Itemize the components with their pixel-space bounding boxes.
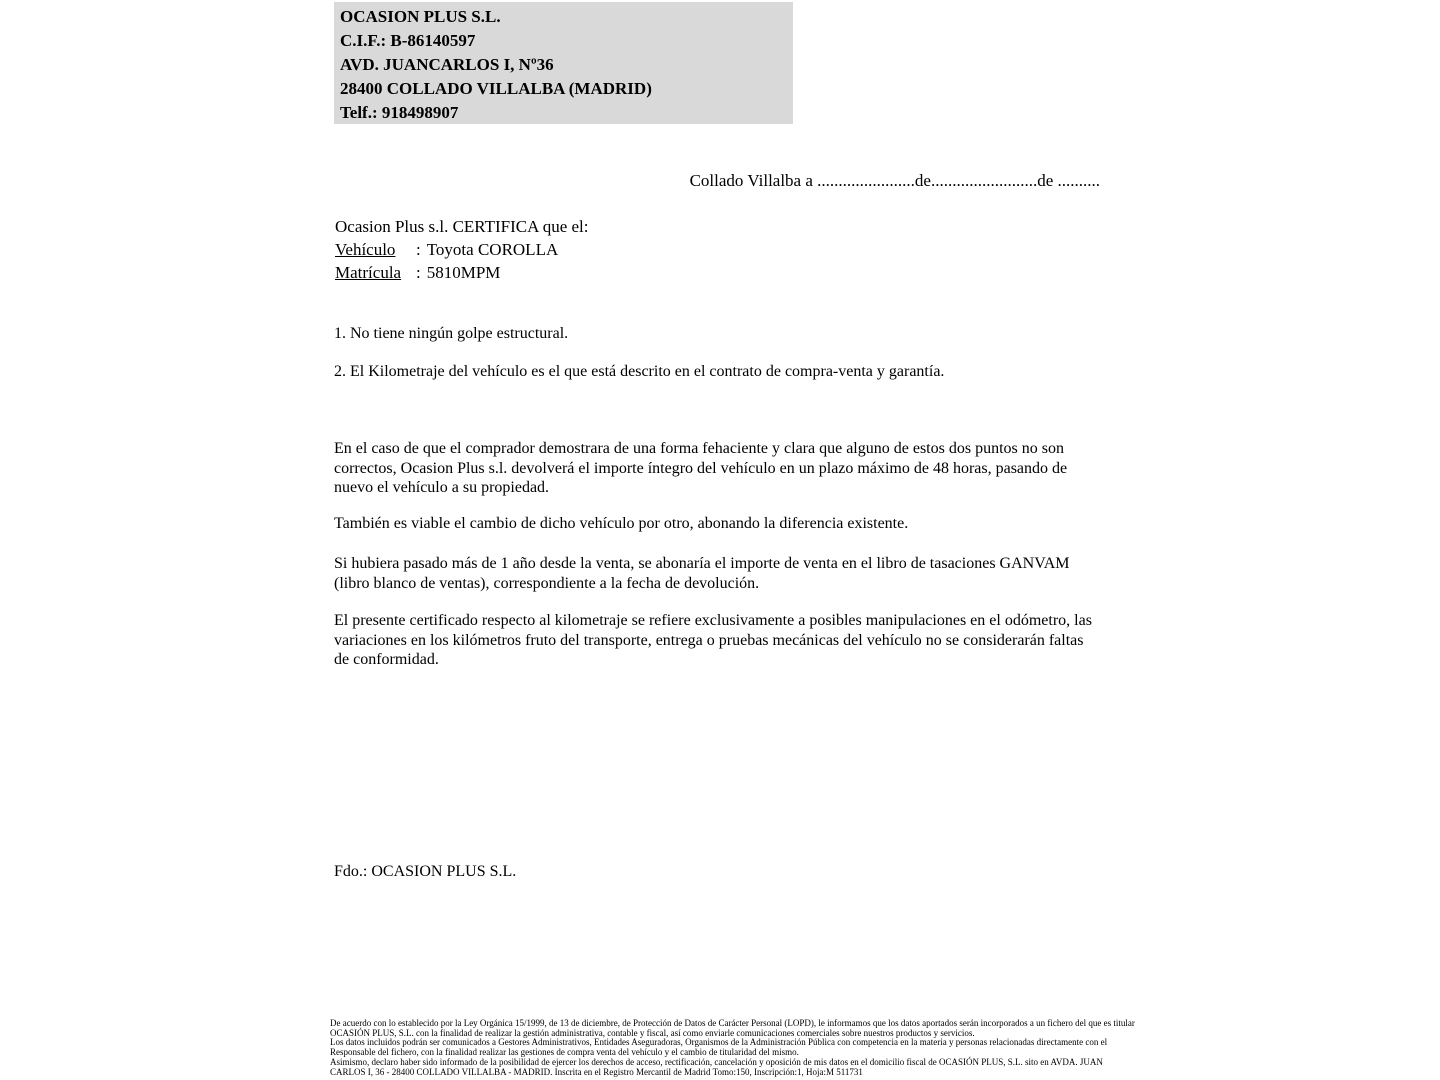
- vehicle-field: [335, 238, 589, 261]
- vehicle-separator: :: [416, 240, 421, 259]
- paragraph-refund: En el caso de que el comprador demostrara de una forma fehaciente y clara que alguno de estos dos puntos no son correctos, Ocasion Plus s.l. devolverá el importe íntegro del vehículo en un plazo máximo de 48 horas, pasando de nuevo el vehículo a su propiedad.: [334, 440, 1068, 496]
- plate-value: 5810MPM: [426, 263, 501, 282]
- plate-separator: :: [416, 263, 421, 282]
- footer-line-lopd-1: De acuerdo con lo establecido por la Ley Orgánica 15/1999, de 13 de diciembre, de Protección de Datos de Carácter Personal (LOPD), le informamos que los datos aportados serán incorporados a un fichero del que es titular: [330, 1018, 1135, 1028]
- company-header-box: [334, 2, 793, 124]
- vehicle-value: Toyota COROLLA: [426, 240, 559, 259]
- footer-line-rights-1: Asimismo, declaro haber sido informado de la posibilidad de ejercer los derechos de acceso, rectificación, cancelación y oposición de mis datos en el domicilio fiscal de OCASIÓN PLUS, S.L. sito en AVDA. JUAN: [330, 1056, 1103, 1067]
- paragraph-exchange: También es viable el cambio de dicho vehículo por otro, abonando la diferencia existente.: [334, 515, 909, 532]
- certification-block: [335, 215, 589, 284]
- statement-structural: 1. No tiene ningún golpe estructural.: [334, 325, 569, 342]
- paragraph-odometer: El presente certificado respecto al kilometraje se refiere exclusivamente a posibles manipulaciones en el odómetro, las variaciones en los kilómetros fruto del transporte, entrega o pruebas mecánicas del vehículo no se considerarán faltas de conformidad.: [334, 612, 1092, 668]
- company-name: OCASION PLUS S.L.: [340, 7, 501, 26]
- footer-line-data-sharing-2: Responsable del fichero, con la finalidad realizar las gestiones de compra venta del vehículo y el cambio de titularidad del mismo.: [330, 1047, 799, 1058]
- paragraph-ganvam: Si hubiera pasado más de 1 año desde la venta, se abonaría el importe de venta en el libro de tasaciones GANVAM (libro blanco de ventas), correspondiente a la fecha de devolución.: [334, 555, 1070, 592]
- company-phone: Telf.: 918498907: [340, 103, 459, 122]
- footer-line-rights-2: CARLOS I, 36 - 28400 COLLADO VILLALBA - MADRID. Inscrita en el Registro Mercantil de Madrid Tomo:150, Inscripción:1, Hoja:M 511731: [330, 1066, 863, 1077]
- date-line: Collado Villalba a .......................de.........................de ..........: [689, 171, 1100, 190]
- footer-line-lopd-2: OCASIÓN PLUS, S.L. con la finalidad de realizar la gestión administrativa, contable y fiscal, así como enviarle comunicaciones comerciales sobre nuestros productos y servicios.: [330, 1027, 975, 1038]
- plate-field: [335, 261, 589, 284]
- company-city: 28400 COLLADO VILLALBA (MADRID): [340, 79, 652, 98]
- company-address: AVD. JUANCARLOS I, Nº36: [340, 55, 554, 74]
- statement-mileage: 2. El Kilometraje del vehículo es el que está descrito en el contrato de compra-venta y garantía.: [334, 363, 945, 380]
- legal-footer: [330, 1019, 1135, 1077]
- company-cif: C.I.F.: B-86140597: [340, 31, 476, 50]
- signature-line: Fdo.: OCASION PLUS S.L.: [334, 863, 517, 880]
- vehicle-label: Vehículo: [335, 240, 396, 259]
- footer-line-data-sharing-1: Los datos incluidos podrán ser comunicados a Gestores Administrativos, Entidades Aseguradoras, Organismos de la Administración Pública con competencia en la materia y personas relacionadas directamente con el: [330, 1037, 1108, 1048]
- certification-intro: Ocasion Plus s.l. CERTIFICA que el:: [335, 217, 589, 236]
- plate-label: Matrícula: [335, 263, 402, 282]
